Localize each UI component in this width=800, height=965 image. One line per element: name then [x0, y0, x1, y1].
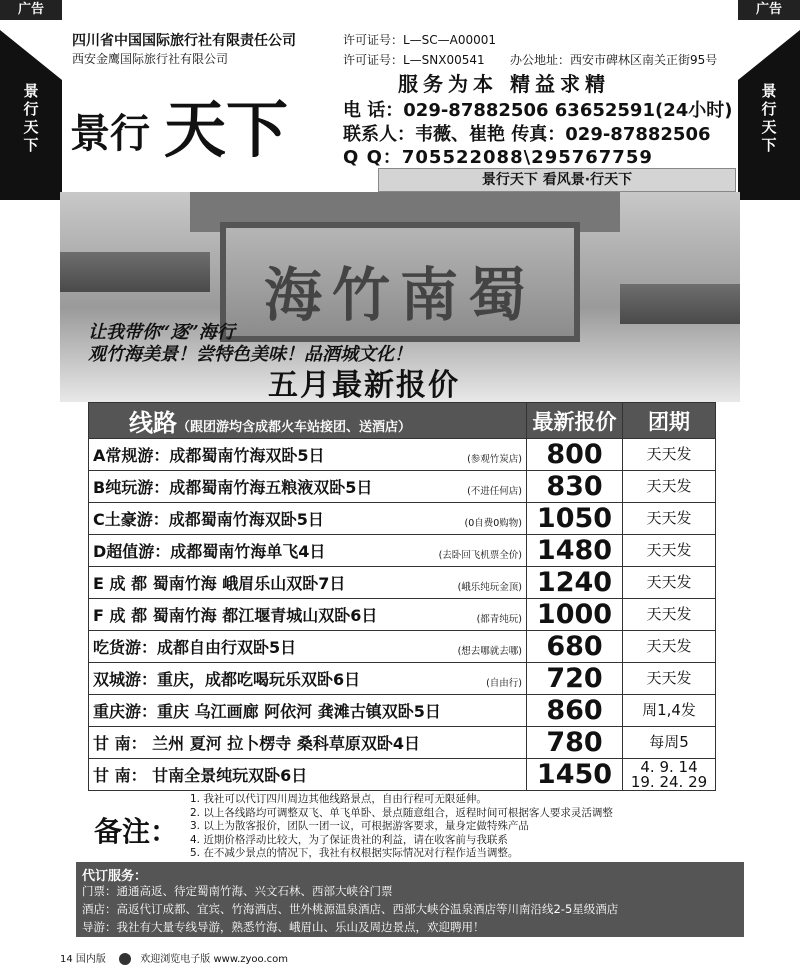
route-departure: 天天发 — [623, 503, 716, 535]
route-departure: 天天发 — [623, 599, 716, 631]
table-header-row — [89, 403, 716, 439]
route-cell — [89, 567, 527, 599]
partner-company: 西安金鹰国际旅行社有限公司 — [72, 52, 229, 66]
side-banner-right — [738, 30, 800, 200]
route-note: (参观竹炭店) — [467, 454, 522, 465]
route-price: 1050 — [527, 503, 623, 535]
table-row — [89, 471, 716, 503]
page-title: 五月最新报价 — [268, 368, 460, 403]
contact-person-line: 联系人：韦薇、崔艳 传真：029-87882506 — [343, 124, 711, 145]
route-price: 830 — [527, 471, 623, 503]
side-label-left: 景行天下 — [23, 82, 39, 154]
route-name: F 成 都 蜀南竹海 都江堰青城山双卧6日 — [93, 606, 378, 625]
route-cell — [89, 599, 527, 631]
logo-text-2: 天下 — [164, 93, 289, 166]
callout-line-2: 观竹海美景！尝特色美味！品酒城文化！ — [88, 344, 412, 365]
route-name: E 成 都 蜀南竹海 峨眉乐山双卧7日 — [93, 574, 346, 593]
footer-page: 14 国内版 — [60, 954, 106, 965]
roof-right — [620, 284, 740, 324]
phone-line: 电 话：029-87882506 63652591(24小时) — [343, 100, 733, 121]
route-price: 1240 — [527, 567, 623, 599]
note-item: 3. 以上为散客报价，团队一团一议，可根据游客要求，量身定做特殊产品 — [190, 820, 529, 832]
route-note: (都青纯玩) — [476, 614, 522, 625]
note-item: 1. 我社可以代订四川周边其他线路景点，自由行程可无限延伸。 — [190, 793, 487, 805]
table-row — [89, 567, 716, 599]
qq-line: Q Q：705522088\295767759 — [343, 147, 653, 168]
route-cell — [89, 759, 527, 791]
route-name: D超值游：成都蜀南竹海单飞4日 — [93, 542, 326, 561]
route-departure: 天天发 — [623, 631, 716, 663]
footer-icon — [119, 953, 131, 965]
route-name: 重庆游：重庆 乌江画廊 阿依河 龚滩古镇双卧5日 — [93, 702, 441, 721]
gate-plaque — [220, 222, 580, 342]
route-departure: 周1,4发 — [623, 695, 716, 727]
note-item: 2. 以上各线路均可调整双飞、单飞单卧、景点随意组合，返程时间可根据客人要求灵活调整 — [190, 806, 613, 819]
notes-list — [190, 793, 613, 861]
route-name: 甘 南： 甘南全景纯玩双卧6日 — [93, 766, 308, 785]
header-route-note: （跟团游均含成都火车站接团、送酒店） — [177, 420, 412, 435]
route-cell — [89, 631, 527, 663]
route-departure: 天天发 — [623, 663, 716, 695]
route-price: 1450 — [527, 759, 623, 791]
route-price: 720 — [527, 663, 623, 695]
plaque-text: 海竹南蜀 — [263, 261, 536, 329]
route-departure: 天天发 — [623, 439, 716, 471]
table-row — [89, 439, 716, 471]
table-row — [89, 503, 716, 535]
route-name: 吃货游：成都自由行双卧5日 — [93, 638, 297, 657]
route-note: (去卧回飞机票全价) — [438, 550, 522, 561]
route-note: (不进任何店) — [467, 486, 522, 497]
route-departure: 4. 9. 14 19. 24. 29 — [623, 759, 716, 791]
route-departure: 每周5 — [623, 727, 716, 759]
header-price: 最新报价 — [527, 403, 623, 439]
table-row — [89, 599, 716, 631]
slogan: 服务为本 精益求精 — [398, 72, 610, 96]
route-note: (自由行) — [486, 678, 522, 689]
table-row — [89, 663, 716, 695]
route-name: A常规游：成都蜀南竹海双卧5日 — [93, 446, 325, 465]
office-address: 办公地址：西安市碑林区南关正街95号 — [510, 53, 718, 67]
license-number-1: 许可证号：L—SC—A00001 — [343, 33, 497, 47]
roof-left — [60, 252, 210, 292]
table-row — [89, 727, 716, 759]
footer-text: 欢迎浏览电子版 www.zyoo.com — [140, 954, 289, 965]
route-name: C土豪游：成都蜀南竹海双卧5日 — [93, 510, 324, 529]
route-departure: 天天发 — [623, 471, 716, 503]
company-name: 四川省中国国际旅行社有限责任公司 — [72, 33, 296, 49]
table-row — [89, 759, 716, 791]
price-table — [88, 402, 716, 791]
header-group: 团期 — [623, 403, 716, 439]
route-note: (0自费0购物) — [464, 518, 522, 529]
route-name: B纯玩游：成都蜀南竹海五粮液双卧5日 — [93, 478, 373, 497]
header-route-label: 线路 — [129, 409, 177, 437]
route-price: 1000 — [527, 599, 623, 631]
note-item: 4. 近期价格浮动比较大，为了保证贵社的利益，请在收客前与我联系 — [190, 833, 508, 846]
license-number-2: 许可证号：L—SNX00541 — [343, 53, 485, 67]
callout-line-1: 让我带你“逐”海行 — [88, 322, 235, 343]
side-banner-left — [0, 30, 62, 200]
service-box — [76, 862, 744, 937]
route-cell — [89, 727, 527, 759]
service-title: 代订服务： — [82, 869, 148, 884]
service-hotels: 酒店：高返代订成都、宜宾、竹海酒店、世外桃源温泉酒店、西部大峡谷温泉酒店等川南沿线2-5星级酒店 — [82, 902, 619, 916]
footer — [60, 950, 288, 965]
route-cell — [89, 471, 527, 503]
route-price: 860 — [527, 695, 623, 727]
route-name: 甘 南： 兰州 夏河 拉卜楞寺 桑科草原双卧4日 — [93, 734, 420, 753]
table-row — [89, 695, 716, 727]
route-price: 1480 — [527, 535, 623, 567]
service-guides: 导游：我社有大量专线导游，熟悉竹海、峨眉山、乐山及周边景点，欢迎聘用！ — [82, 920, 485, 934]
route-price: 680 — [527, 631, 623, 663]
route-name: 双城游：重庆，成都吃喝玩乐双卧6日 — [93, 670, 361, 689]
route-cell — [89, 663, 527, 695]
route-cell — [89, 535, 527, 567]
logo-text-1: 景行 — [70, 110, 150, 157]
side-label-right: 景行天下 — [761, 82, 777, 154]
route-cell — [89, 439, 527, 471]
route-departure: 天天发 — [623, 535, 716, 567]
route-note: (想去哪就去哪) — [457, 646, 522, 657]
route-departure: 天天发 — [623, 567, 716, 599]
header-route — [89, 403, 527, 439]
notes-label: 备注： — [94, 815, 179, 848]
tagline-banner: 景行天下 看风景·行天下 — [378, 168, 736, 192]
route-price: 780 — [527, 727, 623, 759]
route-note: (峨乐纯玩金顶) — [457, 582, 522, 593]
ad-tag-right: 广告 — [738, 0, 800, 20]
route-price: 800 — [527, 439, 623, 471]
route-cell — [89, 503, 527, 535]
table-row — [89, 631, 716, 663]
note-item: 5. 在不减少景点的情况下，我社有权根据实际情况对行程作适当调整。 — [190, 847, 519, 859]
service-tickets: 门票：通通高返、待定蜀南竹海、兴文石林、西部大峡谷门票 — [82, 884, 393, 898]
ad-tag-left: 广告 — [0, 0, 62, 20]
table-row — [89, 535, 716, 567]
route-cell — [89, 695, 527, 727]
